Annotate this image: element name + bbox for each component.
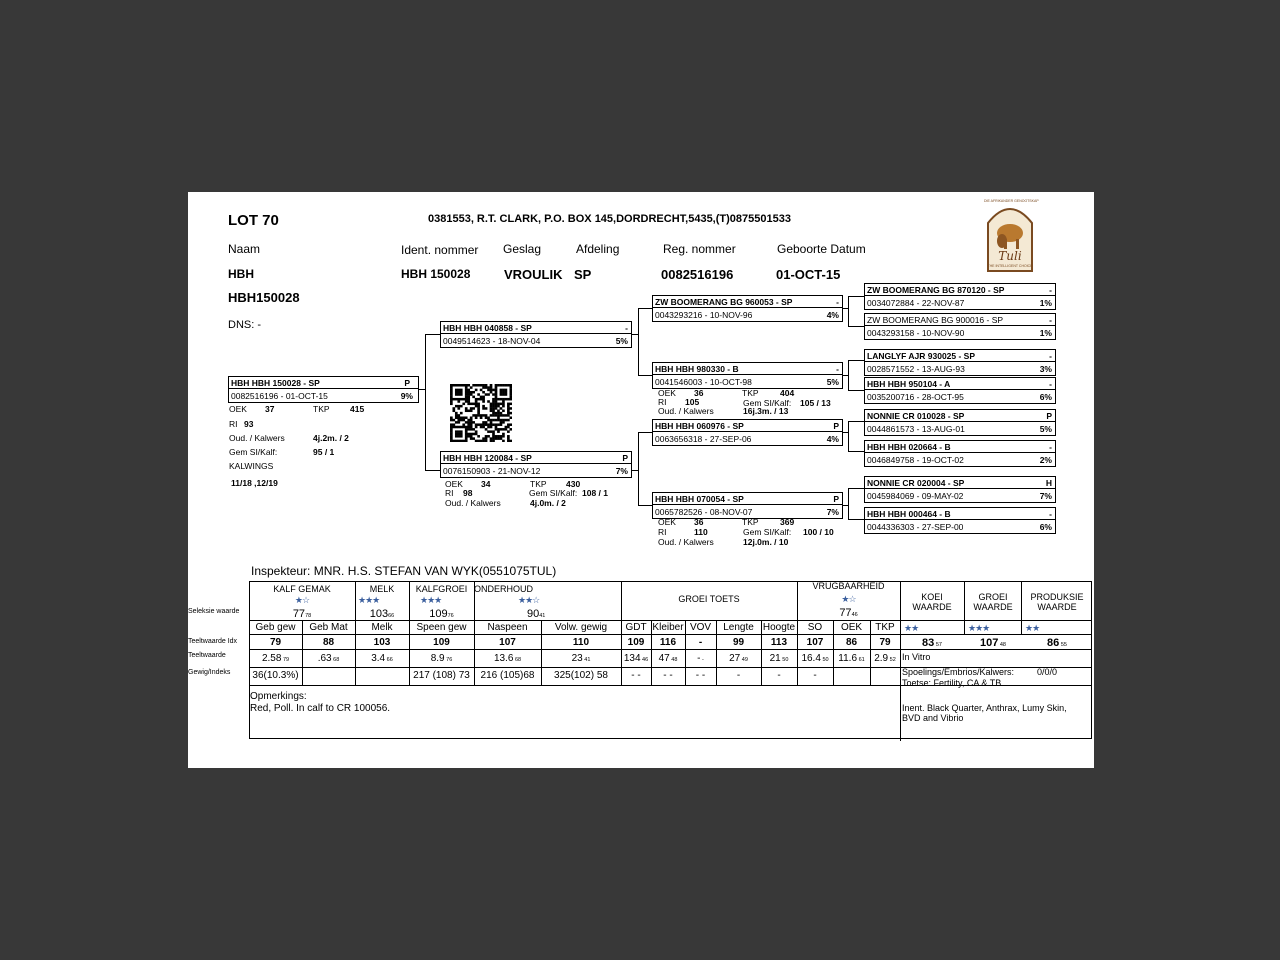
opmerkings-label: Opmerkings: [250,691,307,702]
kalfgemak-label: KALF GEMAK [273,584,331,594]
vrugbaarheid-label: VRUGBAARHEID [812,581,885,591]
inent-line-1: Inent. Black Quarter, Anthrax, Lumy Skin, [902,703,1067,713]
dam-oek-label: OEK [445,479,463,489]
ggp-name: HBH HBH 000464 - B [867,509,951,519]
trait-value: 11.6 61 [838,653,865,664]
trait-header: Hoogte [762,622,796,633]
trait-index: 109 [433,637,450,648]
ggp-name: NONNIE CR 020004 - SP [867,478,965,488]
vrugbaarheid-stars: ★☆ [841,594,856,604]
col-afdeling: Afdeling [576,242,620,256]
trait-value: 21 50 [769,653,789,664]
gp2-tkp: 404 [780,388,795,398]
sire-tag: - [625,323,628,333]
gp2-ri: 105 [685,397,700,407]
gp-name: HBH HBH 070054 - SP [655,494,744,504]
gp-pct: 4% [826,310,839,320]
koei-waarde-stars: ★★ [904,623,919,633]
ggp-name: LANGLYF AJR 930025 - SP [867,351,976,361]
logo-wordmark: Tuli [998,249,1022,263]
subject-gem: 95 / 1 [313,447,335,457]
gp-pct: 5% [826,377,839,387]
ggp-pct: 3% [1039,364,1052,374]
dns: DNS: - [228,319,261,331]
tuli-logo [984,199,1039,273]
trait-header: Lengte [723,622,754,633]
ggp-id: 0044861573 - 13-AUG-01 [867,424,965,434]
trait-index: 110 [572,637,590,648]
melk-stars: ★★★ [358,595,380,605]
dam-ri-label: RI [445,488,454,498]
trait-gewig-indeks: - [777,670,781,681]
gp4-oek: 36 [694,517,704,527]
pedigree-ggp-8 [864,507,1056,534]
pedigree-gp-3 [652,419,843,446]
lot-number: LOT 70 [228,212,279,229]
pedigree-gp-2 [652,362,843,389]
subject-oud: 4j.2m. / 2 [313,433,349,443]
pedigree-dam [440,451,632,478]
gp2-ri-label: RI [658,397,667,407]
animal-name: HBH150028 [228,290,300,305]
spoeling-label: Spoelings/Embrios/Kalwers: [902,667,1015,677]
melk-label: MELK [369,584,395,594]
onderhoud-stars: ★★☆ [518,595,540,605]
trait-gewig-indeks: 36(10.3%) [252,670,299,681]
gp-name: ZW BOOMERANG BG 960053 - SP [655,297,793,307]
gp-tag: P [833,494,839,504]
dam-id: 0076150903 - 21-NOV-12 [443,466,541,476]
ggp-tag: - [1049,285,1052,295]
koei-waarde-value: 83 57 [922,637,942,649]
kalfgroei-label: KALFGROEI [415,584,468,594]
sire-id: 0049514623 - 18-NOV-04 [443,336,541,346]
ggp-name: ZW BOOMERANG BG 870120 - SP [867,285,1005,295]
ggp-pct: 5% [1039,424,1052,434]
trait-value: 27 49 [729,653,748,664]
ggp-pct: 1% [1039,328,1052,338]
trait-gewig-indeks: - [813,670,817,681]
gp4-oud-label: Oud. / Kalwers [658,537,714,547]
sire-pct: 5% [615,336,628,346]
pedigree-ggp-1 [864,283,1056,310]
trait-index: 79 [269,637,282,648]
pedigree-ggp-2 [864,313,1056,340]
ggp-tag: - [1049,351,1052,361]
gp2-oek: 36 [694,388,704,398]
produksie-waarde-label-1: PRODUKSIE [1030,592,1084,602]
ggp-name: NONNIE CR 010028 - SP [867,411,965,421]
trait-gewig-indeks: - - [695,670,706,681]
ggp-id: 0043293158 - 10-NOV-90 [867,328,965,338]
subject-name: HBH HBH 150028 - SP [231,378,320,388]
subject-tkp-label: TKP [313,404,330,414]
pedigree-sire [440,321,632,348]
gp-id: 0041546003 - 10-OCT-98 [655,377,752,387]
pedigree-ggp-4 [864,377,1056,404]
groei-waarde-label-1: GROEI [978,592,1008,602]
dam-gem-label: Gem SI/Kalf: [529,488,578,498]
produksie-waarde-label-2: WAARDE [1037,602,1077,612]
gp-id: 0043293216 - 10-NOV-96 [655,310,753,320]
kalwings-label: KALWINGS [229,461,274,471]
gp2-gem-label: Gem SI/Kalf: [743,398,792,408]
gp2-oud-label: Oud. / Kalwers [658,406,714,416]
in-vitro: In Vitro [902,652,931,662]
trait-header: VOV [689,622,712,633]
label-teeltwaarde-idx: Teeltwaarde Idx [188,638,238,645]
trait-index: 99 [732,637,745,648]
trait-value: 3.4 66 [371,653,393,664]
gp4-oek-label: OEK [658,517,676,527]
qr-code [450,384,512,442]
onderhoud-value: 9041 [527,608,546,620]
gp-pct: 7% [826,507,839,517]
gp4-tkp: 369 [780,517,795,527]
dam-gem: 108 / 1 [582,488,608,498]
spoeling-value: 0/0/0 [1037,667,1058,677]
ggp-id: 0034072884 - 22-NOV-87 [867,298,965,308]
produksie-waarde-stars: ★★ [1025,623,1040,633]
dam-tkp: 430 [566,479,581,489]
trait-value: 8.9 76 [430,653,453,664]
reg-number: 0082516196 [661,267,734,282]
dam-oud: 4j.0m. / 2 [530,498,566,508]
dam-ri: 98 [463,488,473,498]
ggp-tag: - [1049,509,1052,519]
col-geboorte: Geboorte Datum [777,242,866,256]
dam-tkp-label: TKP [530,479,547,489]
kalfgroei-value: 10976 [429,608,454,620]
trait-index: 88 [322,637,335,648]
trait-header: Geb Mat [309,622,348,633]
vrugbaarheid-value: 7746 [839,607,858,619]
gp-pct: 4% [826,434,839,444]
trait-value: 23 41 [571,653,591,664]
dam-oek: 34 [481,479,491,489]
pedigree-subject [228,376,419,403]
trait-value: .63 68 [317,653,340,664]
subject-ri: 93 [244,419,254,429]
trait-value: 13.6 68 [493,653,522,664]
ggp-pct: 1% [1039,298,1052,308]
dam-oud-label: Oud. / Kalwers [445,498,501,508]
gp2-tkp-label: TKP [742,388,759,398]
ggp-id: 0044336303 - 27-SEP-00 [867,522,964,532]
trait-index: 116 [659,637,677,648]
trait-value: 16.4 50 [801,653,829,664]
groei-waarde-stars: ★★★ [968,623,990,633]
kalfgemak-stars: ★☆ [294,595,310,605]
onderhoud-label: ONDERHOUD [474,584,534,594]
gp-tag: P [833,421,839,431]
gp4-ri: 110 [694,527,708,537]
subject-gem-label: Gem SI/Kalf: [229,447,278,457]
gp2-oud: 16j.3m. / 13 [743,406,789,416]
ggp-id: 0046849758 - 19-OCT-02 [867,455,964,465]
trait-gewig-indeks: - - [663,670,673,681]
subject-oek-label: OEK [229,404,247,414]
gp-id: 0063656318 - 27-SEP-06 [655,434,752,444]
dam-tag: P [622,453,628,463]
ggp-tag: P [1046,411,1052,421]
ggp-id: 0028571552 - 13-AUG-93 [867,364,965,374]
groei-waarde-value: 107 48 [979,637,1006,649]
koei-waarde-label-1: KOEI [921,592,943,602]
subject-oud-label: Oud. / Kalwers [229,433,285,443]
ggp-pct: 6% [1039,392,1052,402]
trait-index: 86 [845,637,858,648]
subject-pct: 9% [400,391,413,401]
sire-name: HBH HBH 040858 - SP [443,323,532,333]
subject-oek: 37 [265,404,275,414]
gp-id: 0065782526 - 08-NOV-07 [655,507,753,517]
gp-tag: - [836,297,839,307]
ident-number: HBH 150028 [401,267,471,281]
gp2-oek-label: OEK [658,388,676,398]
logo-top-text: DIE AFRIKANDER GENOOTSKAP [984,199,1039,203]
pedigree-ggp-7 [864,476,1056,503]
gp4-gem: 100 / 10 [803,527,834,537]
trait-index: - [698,637,703,648]
koei-waarde-label-2: WAARDE [912,602,952,612]
label-gewig-indeks: Gewig/Indeks [188,669,231,676]
kalfgroei-stars: ★★★ [420,595,442,605]
trait-header: Speen gew [416,622,467,633]
gender: VROULIK [504,267,563,282]
trait-header: Melk [371,622,393,633]
herd-prefix: HBH [228,267,254,281]
trait-header: TKP [875,622,895,633]
inent-line-2: BVD and Vibrio [902,713,964,723]
trait-header: Kleiber [652,622,684,633]
melk-value: 10366 [369,608,395,620]
owner-info: 0381553, R.T. CLARK, P.O. BOX 145,DORDRECHT,5435,(T)0875501533 [428,213,791,225]
trait-value: - - [697,653,704,664]
trait-value: 47 48 [658,653,678,664]
ggp-name: ZW BOOMERANG BG 900016 - SP [867,315,1004,325]
trait-header: GDT [625,622,647,633]
groei-waarde-label-2: WAARDE [973,602,1013,612]
trait-index: 107 [499,637,516,648]
subject-id: 0082516196 - 01-OCT-15 [231,391,328,401]
dam-pct: 7% [615,466,628,476]
subject-ri-label: RI [229,419,238,429]
col-naam: Naam [228,242,261,256]
ggp-name: HBH HBH 020664 - B [867,442,951,452]
trait-index: 107 [806,637,824,648]
ggp-pct: 2% [1039,455,1052,465]
gp4-gem-label: Gem SI/Kalf: [743,527,792,537]
subject-tkp: 415 [350,404,365,414]
ggp-tag: - [1049,315,1052,325]
ggp-id: 0045984069 - 09-MAY-02 [867,491,964,501]
ggp-pct: 7% [1039,491,1052,501]
trait-gewig-indeks: 325(102) 58 [554,670,608,681]
ggp-tag: - [1049,442,1052,452]
dam-name: HBH HBH 120084 - SP [443,453,532,463]
pedigree-gp-4 [652,492,843,519]
ggp-pct: 6% [1039,522,1052,532]
section: SP [574,267,592,282]
gp2-gem: 105 / 13 [800,398,831,408]
ggp-tag: H [1045,478,1052,488]
gp4-ri-label: RI [658,527,667,537]
gp4-tkp-label: TKP [742,517,759,527]
trait-header: Geb gew [255,622,296,633]
kalfgemak-value: 7778 [292,608,312,620]
toetse: Toetse: Fertility, CA & TB [902,678,1002,688]
kalwings-value: 11/18 ,12/19 [231,478,278,488]
opmerkings-text: Red, Poll. In calf to CR 100056. [250,703,391,714]
trait-value: 2.9 52 [874,653,896,664]
produksie-waarde-value: 86 55 [1047,637,1067,649]
trait-header: OEK [840,622,863,633]
pedigree-ggp-3 [864,349,1056,376]
trait-header: Naspeen [487,622,528,633]
trait-gewig-indeks: - - [631,670,641,681]
logo-bottom-text: THE INTELLIGENT CHOICE [987,264,1033,268]
trait-gewig-indeks: 217 (108) 73 [413,670,470,681]
trait-value: 134 46 [623,653,649,664]
label-teeltwaarde: Teeltwaarde [188,652,226,659]
ggp-tag: - [1049,379,1052,389]
trait-gewig-indeks: 216 (105)68 [480,670,535,681]
trait-index: 79 [879,637,891,648]
col-geslag: Geslag [503,242,542,256]
trait-header: SO [807,622,823,633]
ggp-name: HBH HBH 950104 - A [867,379,951,389]
groeitoets-label: GROEI TOETS [678,594,740,604]
gp4-oud: 12j.0m. / 10 [743,537,789,547]
ggp-id: 0035200716 - 28-OCT-95 [867,392,964,402]
pedigree-ggp-6 [864,440,1056,467]
lot-document [188,192,1094,768]
pedigree-ggp-5 [864,409,1056,436]
subject-tag: P [404,378,410,388]
trait-index: 103 [373,637,391,648]
label-seleksie: Seleksie waarde [188,608,240,615]
birth-date: 01-OCT-15 [776,267,841,282]
trait-gewig-indeks: - [736,670,741,681]
trait-index: 113 [770,637,788,648]
trait-value: 2.58 79 [261,653,290,664]
pedigree-gp-1 [652,295,843,322]
col-ident: Ident. nommer [401,243,479,257]
trait-header: Volw. gewig [554,622,608,633]
trait-index: 109 [627,637,645,648]
inspector: Inspekteur: MNR. H.S. STEFAN VAN WYK(0551075TUL) [251,564,557,578]
gp-name: HBH HBH 980330 - B [655,364,739,374]
gp-name: HBH HBH 060976 - SP [655,421,744,431]
gp-tag: - [836,364,839,374]
col-reg: Reg. nommer [663,242,736,256]
